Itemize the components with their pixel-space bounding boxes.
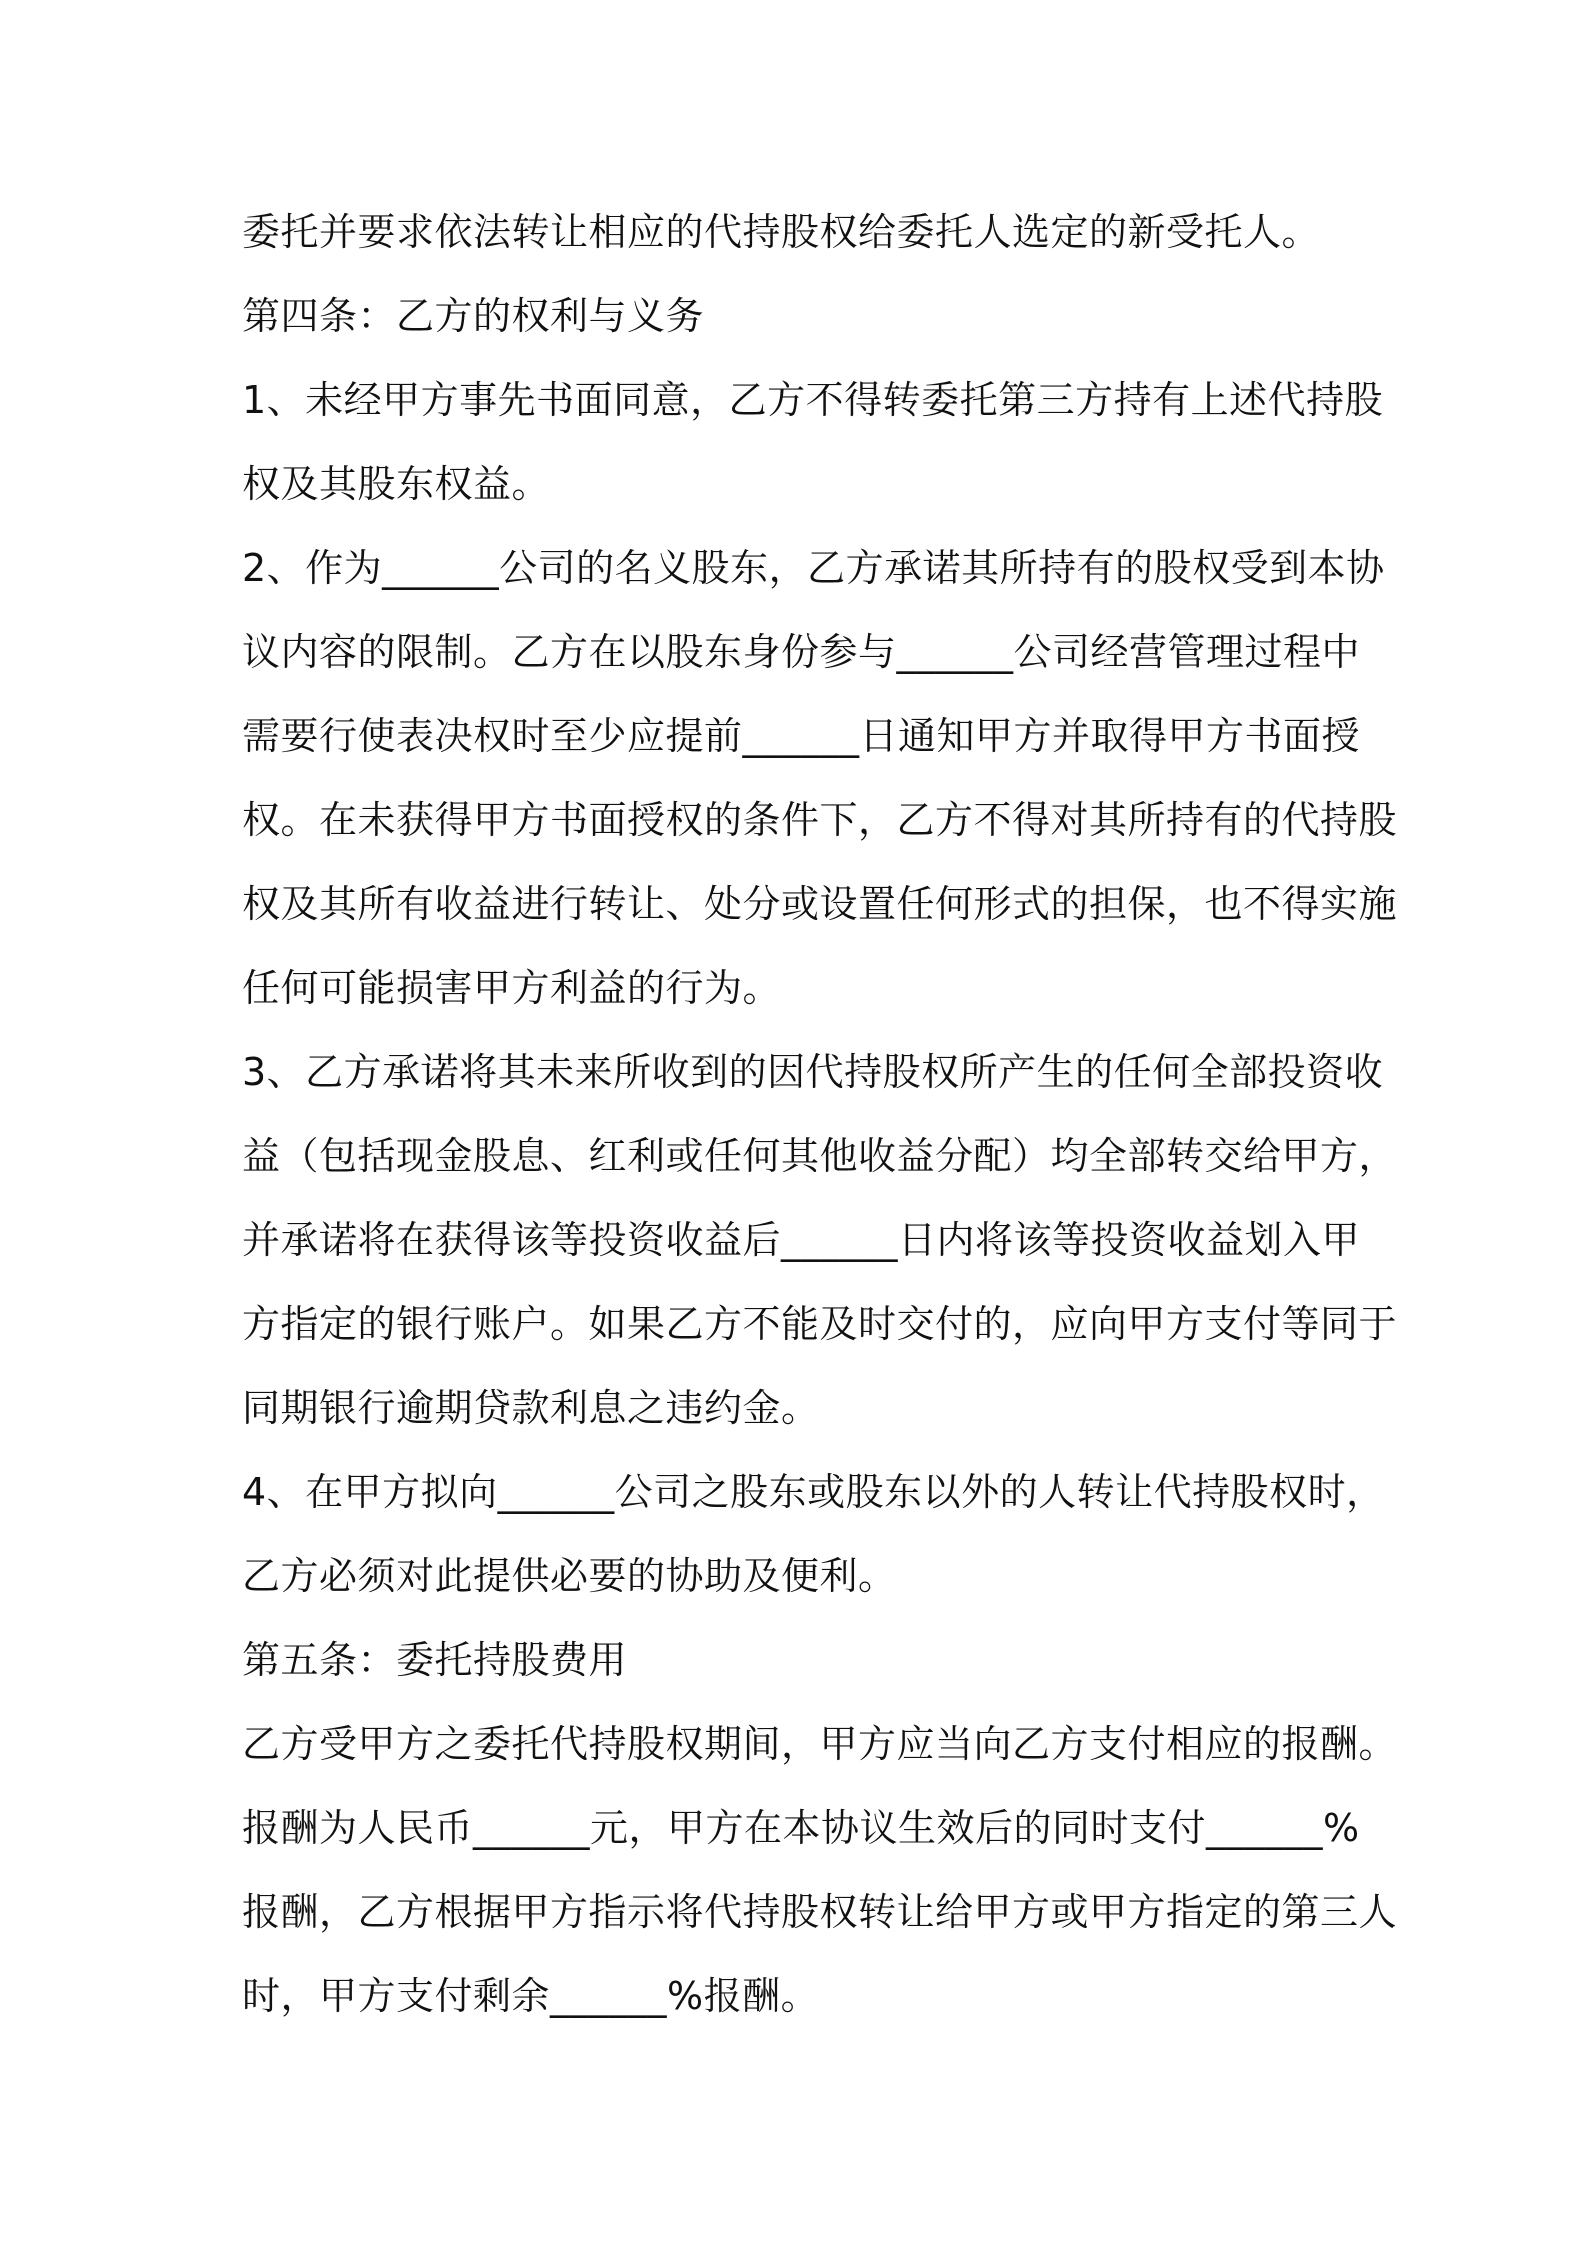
document-page — [242, 190, 1398, 2038]
text-line-10: 任何可能损害甲方利益的行为。 — [242, 966, 782, 1010]
text-line-14: 方指定的银行账户。如果乙方不能及时交付的，应向甲方支付等同于 — [242, 1302, 1398, 1346]
text-line-22: 时，甲方支付剩余______%报酬。 — [242, 1974, 820, 2018]
text-line-15: 同期银行逾期贷款利息之违约金。 — [242, 1386, 820, 1430]
text-line-8: 权。在未获得甲方书面授权的条件下，乙方不得对其所持有的代持股 — [242, 798, 1398, 842]
text-line-12: 益（包括现金股息、红利或任何其他收益分配）均全部转交给甲方， — [242, 1134, 1398, 1178]
text-line-4: 权及其股东权益。 — [242, 462, 551, 506]
text-line-3: 1、未经甲方事先书面同意，乙方不得转委托第三方持有上述代持股 — [242, 378, 1384, 422]
article-5-heading: 第五条：委托持股费用 — [242, 1638, 628, 1682]
text-line-21: 报酬，乙方根据甲方指示将代持股权转让给甲方或甲方指定的第三人 — [242, 1890, 1398, 1934]
text-line-7: 需要行使表决权时至少应提前______日通知甲方并取得甲方书面授 — [242, 714, 1361, 758]
text-line-20: 报酬为人民币______元，甲方在本协议生效后的同时支付______% — [242, 1806, 1360, 1850]
text-line-16: 4、在甲方拟向______公司之股东或股东以外的人转让代持股权时， — [242, 1470, 1385, 1514]
text-line-13: 并承诺将在获得该等投资收益后______日内将该等投资收益划入甲 — [242, 1218, 1361, 1262]
text-line-1: 委托并要求依法转让相应的代持股权给委托人选定的新受托人。 — [242, 210, 1321, 254]
article-4-heading: 第四条：乙方的权利与义务 — [242, 294, 705, 338]
text-line-17: 乙方必须对此提供必要的协助及便利。 — [242, 1554, 897, 1598]
text-line-19: 乙方受甲方之委托代持股权期间，甲方应当向乙方支付相应的报酬。 — [242, 1722, 1398, 1766]
text-line-11: 3、乙方承诺将其未来所收到的因代持股权所产生的任何全部投资收 — [242, 1050, 1384, 1094]
text-line-6: 议内容的限制。乙方在以股东身份参与______公司经营管理过程中 — [242, 630, 1361, 674]
text-line-9: 权及其所有收益进行转让、处分或设置任何形式的担保，也不得实施 — [242, 882, 1398, 926]
text-line-5: 2、作为______公司的名义股东，乙方承诺其所持有的股权受到本协 — [242, 546, 1385, 590]
